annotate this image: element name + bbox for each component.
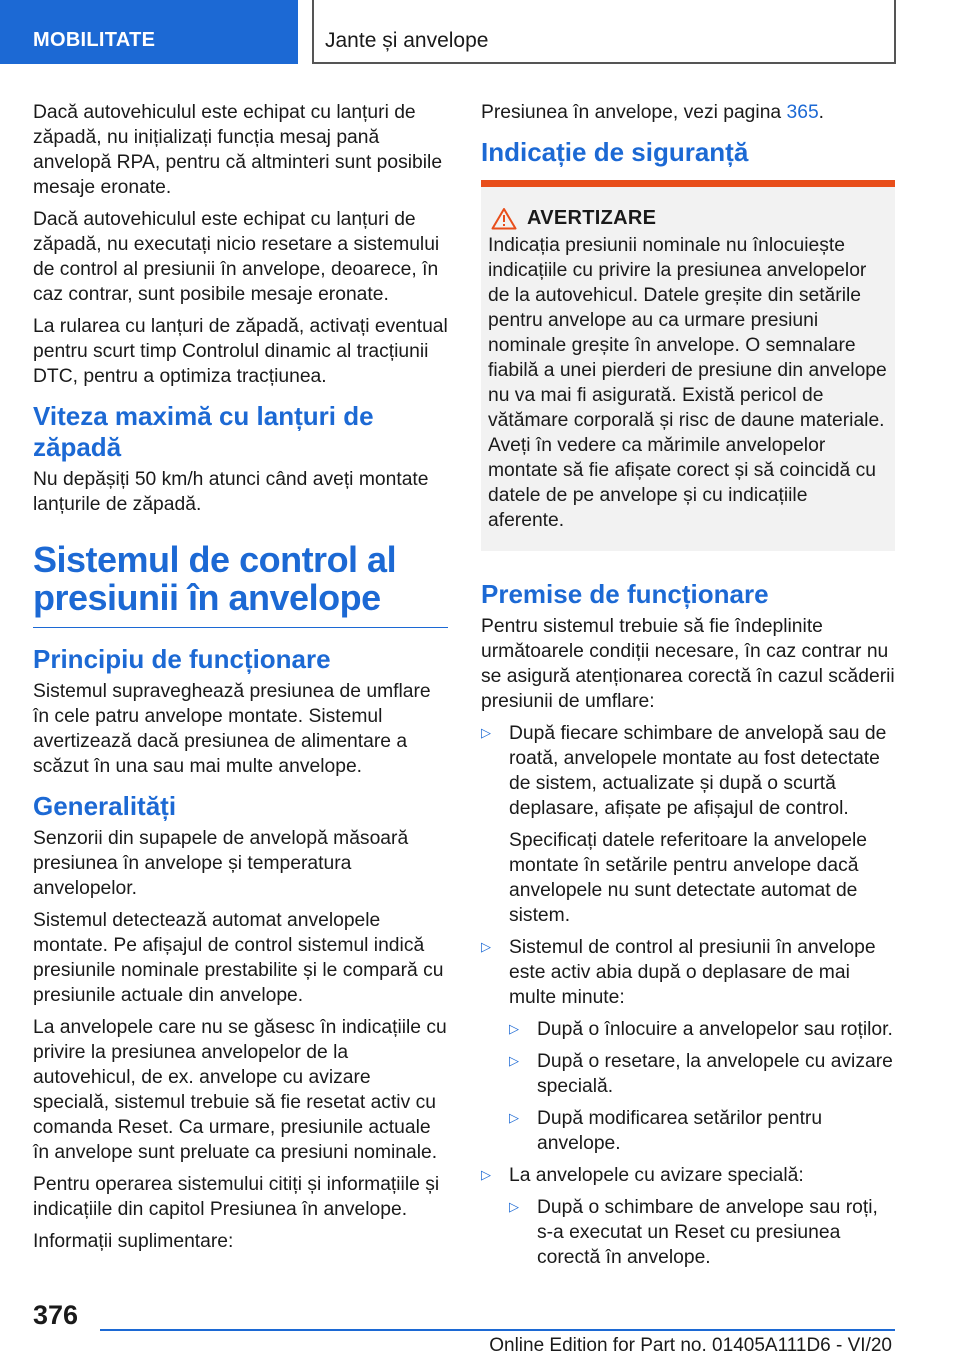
requirements-list [481,721,895,1270]
list-item: ▷ După o înlocuire a anvelopelor sau roților. [509,1019,893,1040]
chapter-box [312,0,896,64]
paragraph: Pentru sistemul trebuie să fie îndeplinite următoarele condiții necesare, în caz contrar nu se asigură atenționarea corectă în cazul scăderii presiunii de umflare: [481,616,895,712]
heading-tire-pressure-system: Sistemul de control al presiunii în anvelope [33,541,448,628]
warning-triangle-icon [491,207,517,230]
triangle-bullet-icon: ▷ [509,1053,519,1068]
right-column [481,100,895,1277]
triangle-bullet-icon: ▷ [509,1199,519,1214]
triangle-bullet-icon: ▷ [481,1167,491,1182]
chapter-title: Jante și anvelope [325,29,489,52]
page-reference: Presiunea în anvelope, vezi pagina 365. [481,102,825,123]
list-item: ▷ După modificarea setărilor pentru anvelope. [509,1108,823,1154]
warning-text: Indicația presiunii nominale nu înlocuiește indicațiile cu privire la presiunea anvelopelor de la autovehicul. Datele greșite din setările pentru anvelope au ca urmare presiuni nominale greșite în anvelope. O semnalare fiabilă a unei pierderi de presiune din anvelope nu va mai fi asigurată. Există pericol de vătămare corporală și risc de daune materiale. Aveți în vedere ca mărimile anvelopelor montate să fie afișate corect și să coincidă cu datele de pe anvelope și cu indicațiile aferente. [488,235,887,531]
paragraph: Nu depășiți 50 km/h atunci când aveți montate lanțurile de zăpadă. [33,469,429,515]
heading-function-requirements: Premise de funcționare [481,579,769,609]
sub-list [509,1195,895,1270]
paragraph: Pentru operarea sistemului citiți și informațiile și indicațiile din capitol Presiunea în anvelope. [33,1174,440,1220]
paragraph: La rularea cu lanțuri de zăpadă, activați eventual pentru scurt timp Controlul dinamic al tracțiunii DTC, pentru a optimiza tracțiunea. [33,316,448,387]
list-item: ▷ După o schimbare de anvelope sau roți, s-a executat un Reset cu presiunea corectă în anvelope. [509,1197,878,1268]
warning-title: AVERTIZARE [527,207,657,229]
warning-bar [481,180,895,187]
section-tab [0,0,298,64]
list-item: ▷ La anvelopele cu avizare specială: ▷ După o schimbare de anvelope sau roți, s-a executat un Reset cu presiunea corectă în anvelope. [481,1163,895,1270]
triangle-bullet-icon: ▷ [481,939,491,954]
page-number: 376 [33,1300,79,1330]
heading-operating-principle: Principiu de funcționare [33,644,331,674]
left-column [33,100,448,1261]
list-item: ▷ După fiecare schimbare de anvelopă sau de roată, anvelopele montate au fost detectate de sistem, actualizate și după o scurtă deplasare, afișate pe afișajul de control. Specificați datele referitoare la anvelopele montate în setările pentru anvelope dacă anvelopele nu sunt detectate automat de sistem. [481,723,887,926]
warning-box [481,187,895,551]
warning-header [491,207,888,230]
footer-rule [100,1329,895,1331]
heading-general: Generalități [33,791,177,821]
paragraph: Informații suplimentare: [33,1231,234,1252]
paragraph: Dacă autovehiculul este echipat cu lanțuri de zăpadă, nu executați nicio resetare a sistemului de control al presiunii în anvelope, deoarece, în caz contrar, sunt posibile mesaje eronate. [33,209,440,305]
paragraph: Sistemul supraveghează presiunea de umflare în cele patru anvelope montate. Sistemul avertizează dacă presiunea de alimentare a scăzut în una sau mai multe anvelope. [33,681,431,777]
paragraph: La anvelopele care nu se găsesc în indicațiile cu privire la presiunea anvelopelor de la autovehicul, de ex. anvelope cu avizare specială, sistemul trebuie să fie resetat activ cu comanda Reset. Ca urmare, presiunile actuale în anvelope sunt preluate ca presiuni nominale. [33,1017,447,1163]
triangle-bullet-icon: ▷ [481,725,491,740]
list-item: ▷ După o resetare, la anvelopele cu avizare specială. [509,1051,893,1097]
section-title: MOBILITATE [33,29,156,51]
sub-list [509,1017,895,1156]
heading-max-speed: Viteza maximă cu lanțuri de zăpadă [33,401,374,462]
paragraph: Sistemul detectează automat anvelopele montate. Pe afișajul de control sistemul indică presiunile nominale prestabilite și le compară cu presiunile actuale din anvelope. [33,910,444,1006]
footer-edition: Online Edition for Part no. 01405A111D6 - VI/20 [489,1335,892,1356]
triangle-bullet-icon: ▷ [509,1110,519,1125]
page-link[interactable]: 365 [786,102,819,123]
list-item: ▷ Sistemul de control al presiunii în anvelope este activ abia după o deplasare de mai multe minute: ▷ După o înlocuire a anvelopelor sau roților. ▷ După o resetare, la anvelopele cu avizare specială. ▷ După modificarea setărilor pentru anvelope. [481,935,895,1156]
paragraph: Dacă autovehiculul este echipat cu lanțuri de zăpadă, nu inițializați funcția mesaj pană anvelopă RPA, pentru că altminteri sunt posibile mesaje eronate. [33,102,443,198]
triangle-bullet-icon: ▷ [509,1021,519,1036]
paragraph: Senzorii din supapele de anvelopă măsoară presiunea în anvelope și temperatura anvelopelor. [33,828,409,899]
heading-safety-note: Indicație de siguranță [481,137,749,167]
